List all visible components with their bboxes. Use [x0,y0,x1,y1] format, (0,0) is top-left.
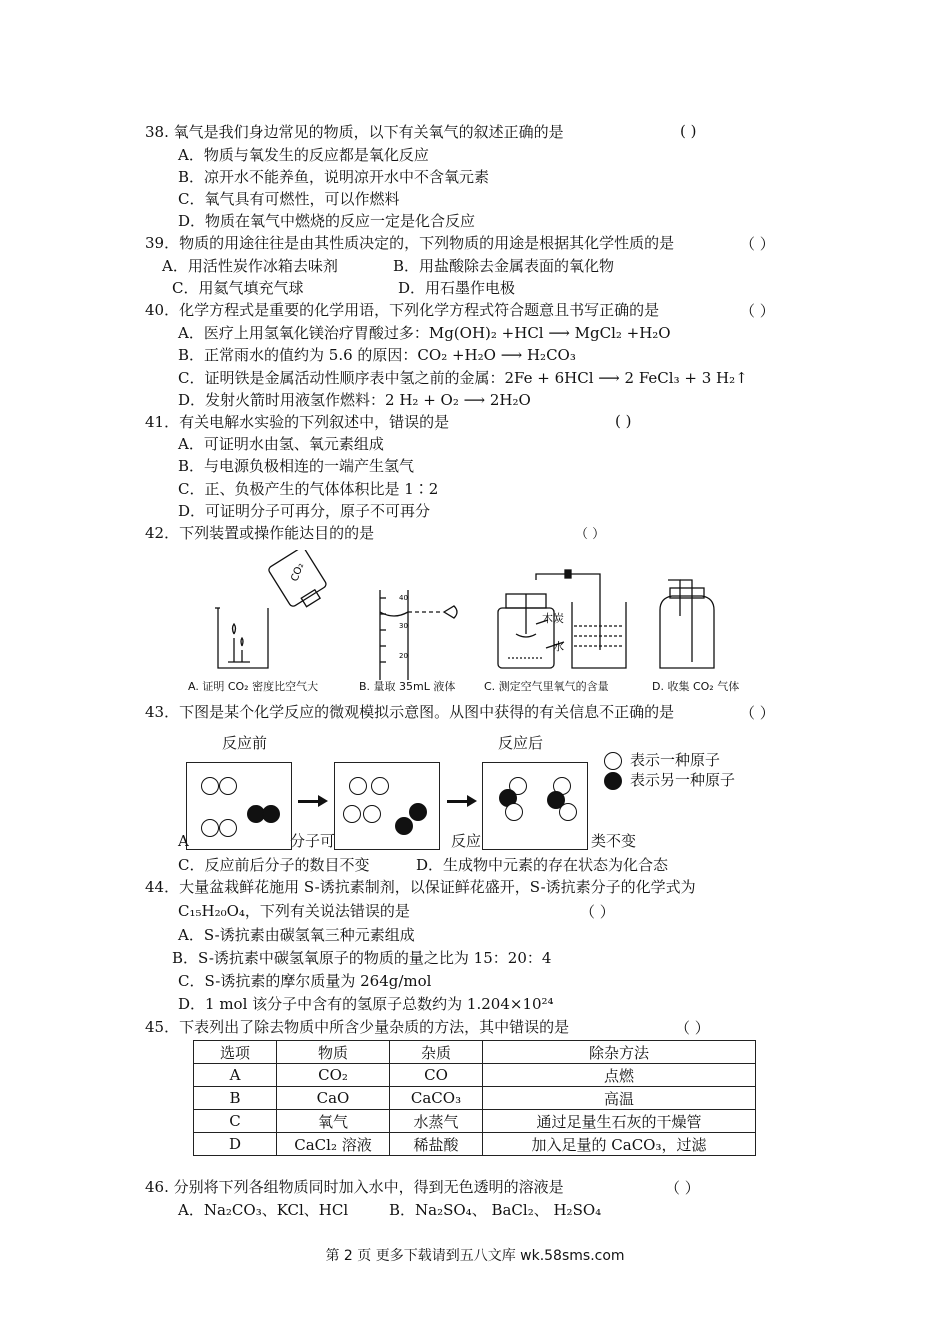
table-cell: 水蒸气 [390,1110,483,1133]
table-cell: 高温 [483,1087,756,1110]
q40-option-c: C．证明铁是金属活动性顺序表中氢之前的金属： [178,369,505,387]
apparatus-d [660,580,714,668]
q44-option-b: B．S-诱抗素中碳氢氧原子的物质的量之比为 15：20：4 [172,949,552,967]
q43-option-c: C．反应前后分子的数目不变 [178,856,370,874]
q45-answer-paren: （ ） [675,1019,710,1037]
q40-stem: 40．化学方程式是重要的化学用语，下列化学方程式符合题意且书写正确的是 [145,301,660,319]
q44-option-c: C．S-诱抗素的摩尔质量为 264g/mol [178,972,432,990]
table-cell: 点燃 [483,1064,756,1087]
table-header-row [194,1041,756,1064]
table-cell: CO₂ [277,1064,390,1087]
reaction-arrow-2 [447,800,469,803]
q44-answer-paren: （ ） [580,903,615,921]
table-cell: CaCO₃ [390,1087,483,1110]
scale-mark-20: 20 [399,652,408,660]
apparatus-b [380,590,457,680]
q43-answer-paren: （ ） [740,704,775,722]
table-header: 杂质 [390,1041,483,1064]
q44-formula: C₁₅H₂₀O₄ [178,902,245,920]
label-after-reaction: 反应后 [498,734,544,752]
q44-option-d: D．1 mol 该分子中含有的氢原子总数约为 1.204×10²⁴ [178,995,554,1013]
legend-black-text: 表示另一种原子 [630,771,736,789]
legend-white-text: 表示一种原子 [630,751,721,769]
page-footer: 第 2 页 更多下载请到五八文库 wk.58sms.com [325,1248,625,1264]
caption-a: A. 证明 CO₂ 密度比空气大 [188,680,319,693]
q40-equation-d: 2 H₂ + O₂ ⟶ 2H₂O [385,391,531,409]
caption-d: D. 收集 CO₂ 气体 [652,680,740,693]
q44-option-a: A．S-诱抗素由碳氢氧三种元素组成 [178,926,415,944]
carbon-label: 木炭 [542,612,564,625]
q38-option-d: D．物质在氧气中燃烧的反应一定是化合反应 [178,212,476,230]
scale-mark-30: 30 [399,622,408,630]
q46-option-b: B．Na₂SO₄、 BaCl₂、 H₂SO₄ [389,1201,602,1219]
table-cell: 稀盐酸 [390,1133,483,1156]
q40-answer-paren: （ ） [740,302,775,320]
table-row [194,1110,756,1133]
table-cell: CaCl₂ 溶液 [277,1133,390,1156]
table-header: 选项 [194,1041,277,1064]
label-before-reaction: 反应前 [222,734,268,752]
q41-stem: 41．有关电解水实验的下列叙述中，错误的是 [145,413,450,431]
q38-stem: 38. 氧气是我们身边常见的物质，以下有关氧气的叙述正确的是 [145,123,564,141]
q43-option-b-tail: 类不变 [591,832,637,850]
q44-stem: 44．大量盆栽鲜花施用 S-诱抗素制剂，以保证鲜花盛开，S-诱抗素分子的化学式为 [145,878,696,896]
q40-option-a: A．医疗上用氢氧化镁治疗胃酸过多： [178,324,429,342]
q40-option-b: B．正常雨水的值约为 5.6 的原因： [178,346,418,364]
caption-c: C. 测定空气里氧气的含量 [484,680,609,693]
q39-stem: 39．物质的用途往往是由其性质决定的，下列物质的用途是根据其化学性质的是 [145,234,675,252]
q41-option-d: D．可证明分子可再分，原子不可再分 [178,502,431,520]
q39-answer-paren: （ ） [740,235,775,253]
q41-answer-paren: ( ) [615,412,632,430]
q42-answer-paren: （ ） [575,527,606,542]
table-cell: CO [390,1064,483,1087]
water-label: 水 [553,640,564,653]
q42-stem: 42．下列装置或操作能达目的的是 [145,524,375,542]
impurity-table [193,1040,756,1156]
legend-white-atom [604,752,622,770]
q39-option-d: D．用石墨作电极 [398,279,516,297]
bottle-label: CO₂ [289,561,307,584]
table-header: 除杂方法 [483,1041,756,1064]
scale-mark-40: 40 [399,594,408,602]
q40-equation-a: Mg(OH)₂ +HCl ⟶ MgCl₂ +H₂O [428,324,671,342]
reaction-box-before [186,762,292,850]
q39-option-b: B．用盐酸除去金属表面的氧化物 [393,257,615,275]
table-header: 物质 [277,1041,390,1064]
legend-black-atom [604,772,622,790]
table-cell: 通过足量生石灰的干燥管 [483,1110,756,1133]
reaction-box-middle [334,762,440,850]
q40-option-d: D．发射火箭时用液氢作燃料： [178,391,386,409]
table-row [194,1087,756,1110]
caption-b: B. 量取 35mL 液体 [359,680,456,693]
q41-option-c: C．正、负极产生的气体体积比是 1∶2 [178,480,439,498]
apparatus-a [215,550,331,668]
table-cell: B [194,1087,277,1110]
table-cell: 加入足量的 CaCO₃，过滤 [483,1133,756,1156]
table-row [194,1133,756,1156]
q43-option-a-partial: A [178,832,189,850]
q41-option-a: A．可证明水由氢、氧元素组成 [178,435,384,453]
q43-stem: 43．下图是某个化学反应的微观模拟示意图。从图中获得的有关信息不正确的是 [145,703,675,721]
q39-option-c: C．用氦气填充气球 [172,279,304,297]
table-cell: A [194,1064,277,1087]
reaction-arrow-1 [298,800,320,803]
q45-stem: 45．下表列出了除去物质中所含少量杂质的方法，其中错误的是 [145,1018,570,1036]
q44-stem-rest: ，下列有关说法错误的是 [244,902,410,920]
q43-option-a-tail: 分子可 [290,832,336,850]
q38-answer-paren: ( ) [680,122,697,140]
q38-option-b: B．凉开水不能养鱼，说明凉开水中不含氧元素 [178,168,490,186]
q46-answer-paren: （ ） [665,1179,700,1197]
q40-equation-b: CO₂ +H₂O ⟶ H₂CO₃ [417,346,576,364]
table-cell: 氧气 [277,1110,390,1133]
q38-option-a: A．物质与氧发生的反应都是氧化反应 [178,146,429,164]
q41-option-b: B．与电源负极相连的一端产生氢气 [178,457,415,475]
table-cell: CaO [277,1087,390,1110]
table-row [194,1064,756,1087]
q43-option-b-partial: 反应 [451,832,482,850]
q38-option-c: C．氧气具有可燃性，可以作燃料 [178,190,400,208]
q46-stem: 46. 分别将下列各组物质同时加入水中，得到无色透明的溶液是 [145,1178,564,1196]
reaction-box-after [482,762,588,850]
q43-option-d: D．生成物中元素的存在状态为化合态 [416,856,669,874]
q46-option-a: A．Na₂CO₃、KCl、HCl [178,1201,349,1219]
q39-option-a: A．用活性炭作冰箱去味剂 [162,257,338,275]
table-cell: C [194,1110,277,1133]
q40-equation-c: 2Fe + 6HCl ⟶ 2 FeCl₃ + 3 H₂↑ [504,369,748,387]
table-cell: D [194,1133,277,1156]
